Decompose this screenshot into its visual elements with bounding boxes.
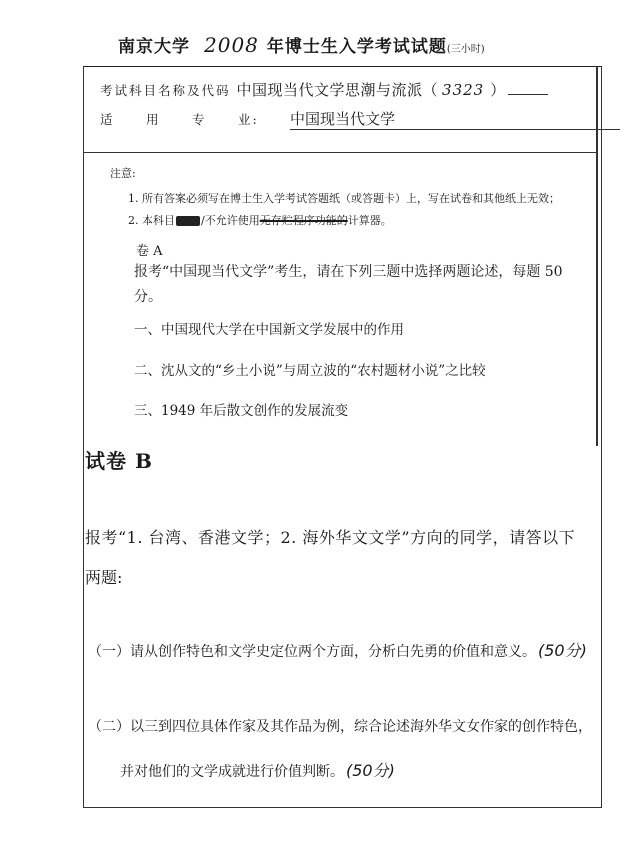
paper-b-question-1 <box>88 638 587 661</box>
paper-b-question-2-line-1: （二）以三到四位具体作家及其作品为例，综合论述海外华文女作家的创作特色， <box>88 719 592 735</box>
paper-a-question-1: 一、中国现代大学在中国新文学发展中的作用 <box>134 322 404 338</box>
major-label-3: 专 <box>192 112 207 127</box>
major-label-4: 业: <box>238 112 259 127</box>
notice-item-2-post: 计算器。 <box>347 214 392 227</box>
notice-item-2-pre: 2. 本科目 <box>128 214 175 227</box>
exam-year: 2008 <box>204 33 259 57</box>
notice-item-2 <box>128 212 392 228</box>
paper-b-intro-line-2: 两题: <box>85 568 123 587</box>
school-name: 南京大学 <box>118 37 190 57</box>
subject-name: 中国现当代文学思潮与流派（ <box>236 81 439 99</box>
major-row <box>100 108 620 130</box>
major-value: 中国现当代文学 <box>290 108 620 130</box>
exam-frame <box>83 66 602 808</box>
paper-b-question-1-score: (50分) <box>538 641 587 660</box>
paper-a-question-3: 三、1949 年后散文创作的发展流变 <box>134 403 349 419</box>
major-label-1: 适 <box>100 112 115 127</box>
paper-b-question-2-text: 并对他们的文学成就进行价值判断。 <box>120 764 344 780</box>
paper-a-question-2: 二、沈从文的“乡土小说”与周立波的“农村题材小说”之比较 <box>134 363 486 379</box>
paper-b-intro-line-1: 报考“1. 台湾、香港文学；2. 海外华文文学”方向的同学，请答以下 <box>85 528 576 547</box>
subject-row <box>100 79 548 100</box>
exam-header <box>118 32 485 60</box>
paper-b-question-1-text: （一）请从创作特色和文学史定位两个方面，分析白先勇的价值和意义。 <box>88 644 536 660</box>
paper-a-label: 卷 A <box>136 244 163 259</box>
subject-label: 考试科目名称及代码 <box>100 83 231 98</box>
ink-blot <box>176 216 200 226</box>
paper-b-question-2-line-2 <box>120 758 395 781</box>
exam-duration: (三小时) <box>446 44 485 55</box>
paper-b-question-2-score: (50分) <box>346 761 395 780</box>
paper-a-intro: 报考“中国现当代文学”考生，请在下列三题中选择两题论述，每题 50 分。 <box>134 264 563 305</box>
exam-title: 年博士生入学考试试题 <box>266 37 447 57</box>
notice-item-1: 1. 所有答案必须写在博士生入学考试答题纸（或答题卡）上，写在试卷和其他纸上无效； <box>128 192 560 205</box>
subject-close: ） <box>490 81 506 99</box>
paper-b-title: 试卷 B <box>85 449 153 473</box>
subject-code: 3323 <box>442 81 485 99</box>
major-label-2: 用 <box>146 112 161 127</box>
notice-title: 注意: <box>110 167 136 180</box>
header-separator <box>83 152 598 153</box>
notice-item-2-struck: 无存贮程序功能的 <box>259 214 348 227</box>
subject-underline <box>508 94 548 95</box>
notice-item-2-mid: /不允许使用 <box>201 214 260 227</box>
